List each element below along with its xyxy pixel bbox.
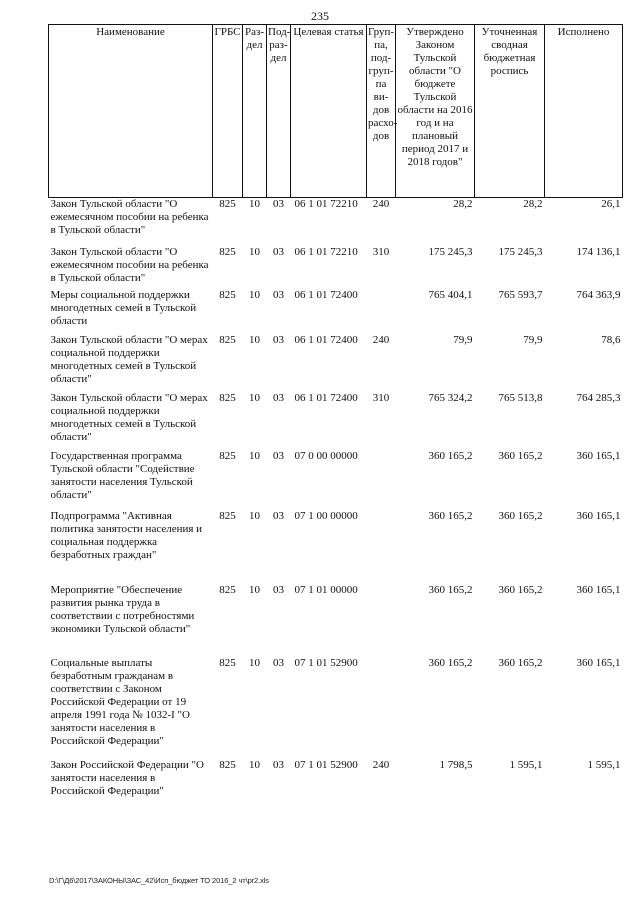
table-row — [49, 584, 623, 657]
row-approved: 28,2 — [453, 198, 473, 210]
row-executed: 360 165,1 — [576, 583, 621, 596]
row-razdel: 10 — [249, 391, 260, 404]
row-grbs: 825 — [219, 758, 236, 771]
row-name: Закон Тульской области "О ежемесячном пособии на ребенка в Тульской области" — [50, 198, 209, 236]
header-name: Наименование — [49, 25, 213, 198]
row-name: Закон Тульской области "О мерах социальной поддержки многодетных семей в Тульской области" — [50, 333, 208, 385]
row-podrazdel: 03 — [273, 656, 284, 669]
row-target-article: 06 1 01 72400 — [294, 288, 358, 301]
row-executed: 360 165,1 — [576, 509, 621, 522]
row-refined: 79,9 — [523, 333, 543, 346]
row-grbs: 825 — [219, 509, 236, 522]
row-executed: 26,1 — [601, 198, 621, 210]
row-razdel: 10 — [249, 288, 260, 301]
row-name: Социальные выплаты безработным гражданам в соответствии с Законом Российской Федерации от 19 апреля 1991 года № 1032-I "О занятости населения в Российской Федерации" — [50, 656, 190, 747]
row-podrazdel: 03 — [273, 333, 284, 346]
row-name: Меры социальной поддержки многодетных семей в Тульской области — [50, 288, 197, 327]
table-row — [49, 289, 623, 334]
row-name: Государственная программа Тульской области "Содействие занятости населения Тульской области" — [50, 449, 195, 501]
row-refined: 175 245,3 — [498, 245, 543, 258]
row-razdel: 10 — [249, 656, 260, 669]
row-razdel: 10 — [249, 245, 260, 258]
row-expense-group — [367, 510, 396, 584]
header-podrazdel: Под-раз-дел — [267, 25, 291, 198]
row-expense-group: 240 — [372, 198, 390, 210]
row-grbs: 825 — [219, 198, 236, 210]
header-target-article: Целевая статья — [291, 25, 367, 198]
row-approved: 175 245,3 — [428, 245, 473, 258]
row-refined: 360 165,2 — [498, 449, 543, 462]
row-expense-group: 310 — [372, 245, 390, 258]
row-refined: 360 165,2 — [498, 509, 543, 522]
row-expense-group — [367, 657, 396, 759]
row-podrazdel: 03 — [273, 758, 284, 771]
row-approved: 1 798,5 — [439, 758, 473, 771]
table-row — [49, 198, 623, 246]
row-expense-group: 310 — [372, 391, 390, 404]
row-grbs: 825 — [219, 449, 236, 462]
row-executed: 1 595,1 — [587, 758, 621, 771]
table-row — [49, 759, 623, 804]
row-podrazdel: 03 — [273, 198, 284, 210]
row-razdel: 10 — [249, 449, 260, 462]
row-grbs: 825 — [219, 583, 236, 596]
table-row — [49, 392, 623, 450]
table-row — [49, 510, 623, 584]
row-name: Мероприятие "Обеспечение развития рынка труда в соответствии с потребностями экономики Тульской области" — [50, 583, 195, 635]
table-row — [49, 450, 623, 510]
row-approved: 360 165,2 — [428, 449, 473, 462]
row-razdel: 10 — [249, 583, 260, 596]
row-approved: 79,9 — [453, 333, 473, 346]
row-name: Закон Российской Федерации "О занятости населения в Российской Федерации" — [50, 758, 204, 797]
row-approved: 360 165,2 — [428, 656, 473, 669]
row-target-article: 07 1 01 52900 — [294, 758, 358, 771]
row-executed: 764 285,3 — [576, 391, 621, 404]
row-expense-group — [367, 450, 396, 510]
row-razdel: 10 — [249, 333, 260, 346]
header-refined: Уточненная сводная бюджетная роспись — [475, 25, 545, 198]
row-expense-group: 240 — [372, 333, 390, 346]
row-grbs: 825 — [219, 288, 236, 301]
row-refined: 360 165,2 — [498, 583, 543, 596]
row-approved: 765 404,1 — [428, 288, 473, 301]
row-executed: 78,6 — [601, 333, 621, 346]
row-target-article: 07 0 00 00000 — [294, 449, 358, 462]
table-row — [49, 246, 623, 289]
row-grbs: 825 — [219, 333, 236, 346]
budget-execution-table — [48, 24, 623, 804]
header-executed: Исполнено — [545, 25, 623, 198]
row-target-article: 07 1 00 00000 — [294, 509, 358, 522]
file-path-footer: D:\Г\Д6\2017\ЗАКОНЫ\ЗАС_42\Исп_бюджет ТО 2016_2 чт\pr2.xls — [49, 876, 269, 885]
row-name: Закон Тульской области "О ежемесячном пособии на ребенка в Тульской области" — [50, 245, 209, 284]
table-header-row — [49, 25, 623, 198]
row-target-article: 06 1 01 72210 — [294, 245, 358, 258]
row-expense-group — [367, 584, 396, 657]
row-executed: 764 363,9 — [576, 288, 621, 301]
row-grbs: 825 — [219, 656, 236, 669]
table-row — [49, 334, 623, 392]
row-podrazdel: 03 — [273, 391, 284, 404]
header-expense-group: Груп-па, под-груп-па ви-дов расхо-дов — [367, 25, 396, 198]
row-podrazdel: 03 — [273, 288, 284, 301]
row-approved: 765 324,2 — [428, 391, 473, 404]
row-executed: 360 165,1 — [576, 449, 621, 462]
table-row — [49, 657, 623, 759]
row-refined: 765 513,8 — [498, 391, 543, 404]
row-podrazdel: 03 — [273, 583, 284, 596]
header-razdel: Раз-дел — [243, 25, 267, 198]
row-name: Подпрограмма "Активная политика занятости населения и социальная поддержка безработных граждан" — [50, 509, 203, 561]
page-number: 235 — [311, 9, 329, 23]
row-podrazdel: 03 — [273, 245, 284, 258]
row-grbs: 825 — [219, 245, 236, 258]
row-target-article: 07 1 01 00000 — [294, 583, 358, 596]
row-refined: 765 593,7 — [498, 288, 543, 301]
header-approved: Утверждено Законом Тульской области "О бюджете Тульской области на 2016 год и на плановый период 2017 и 2018 годов" — [396, 25, 475, 198]
row-razdel: 10 — [249, 758, 260, 771]
row-refined: 28,2 — [523, 198, 543, 210]
row-target-article: 06 1 01 72210 — [294, 198, 358, 210]
row-target-article: 06 1 01 72400 — [294, 333, 358, 346]
row-executed: 360 165,1 — [576, 656, 621, 669]
row-executed: 174 136,1 — [576, 245, 621, 258]
row-name: Закон Тульской области "О мерах социальной поддержки многодетных семей в Тульской области" — [50, 391, 208, 443]
row-target-article: 07 1 01 52900 — [294, 656, 358, 669]
row-refined: 360 165,2 — [498, 656, 543, 669]
row-razdel: 10 — [249, 198, 260, 210]
row-expense-group — [367, 289, 396, 334]
row-podrazdel: 03 — [273, 449, 284, 462]
row-approved: 360 165,2 — [428, 583, 473, 596]
row-approved: 360 165,2 — [428, 509, 473, 522]
row-podrazdel: 03 — [273, 509, 284, 522]
row-razdel: 10 — [249, 509, 260, 522]
header-grbs: ГРБС — [213, 25, 243, 198]
row-target-article: 06 1 01 72400 — [294, 391, 358, 404]
row-grbs: 825 — [219, 391, 236, 404]
row-refined: 1 595,1 — [509, 758, 543, 771]
row-expense-group: 240 — [372, 758, 390, 771]
